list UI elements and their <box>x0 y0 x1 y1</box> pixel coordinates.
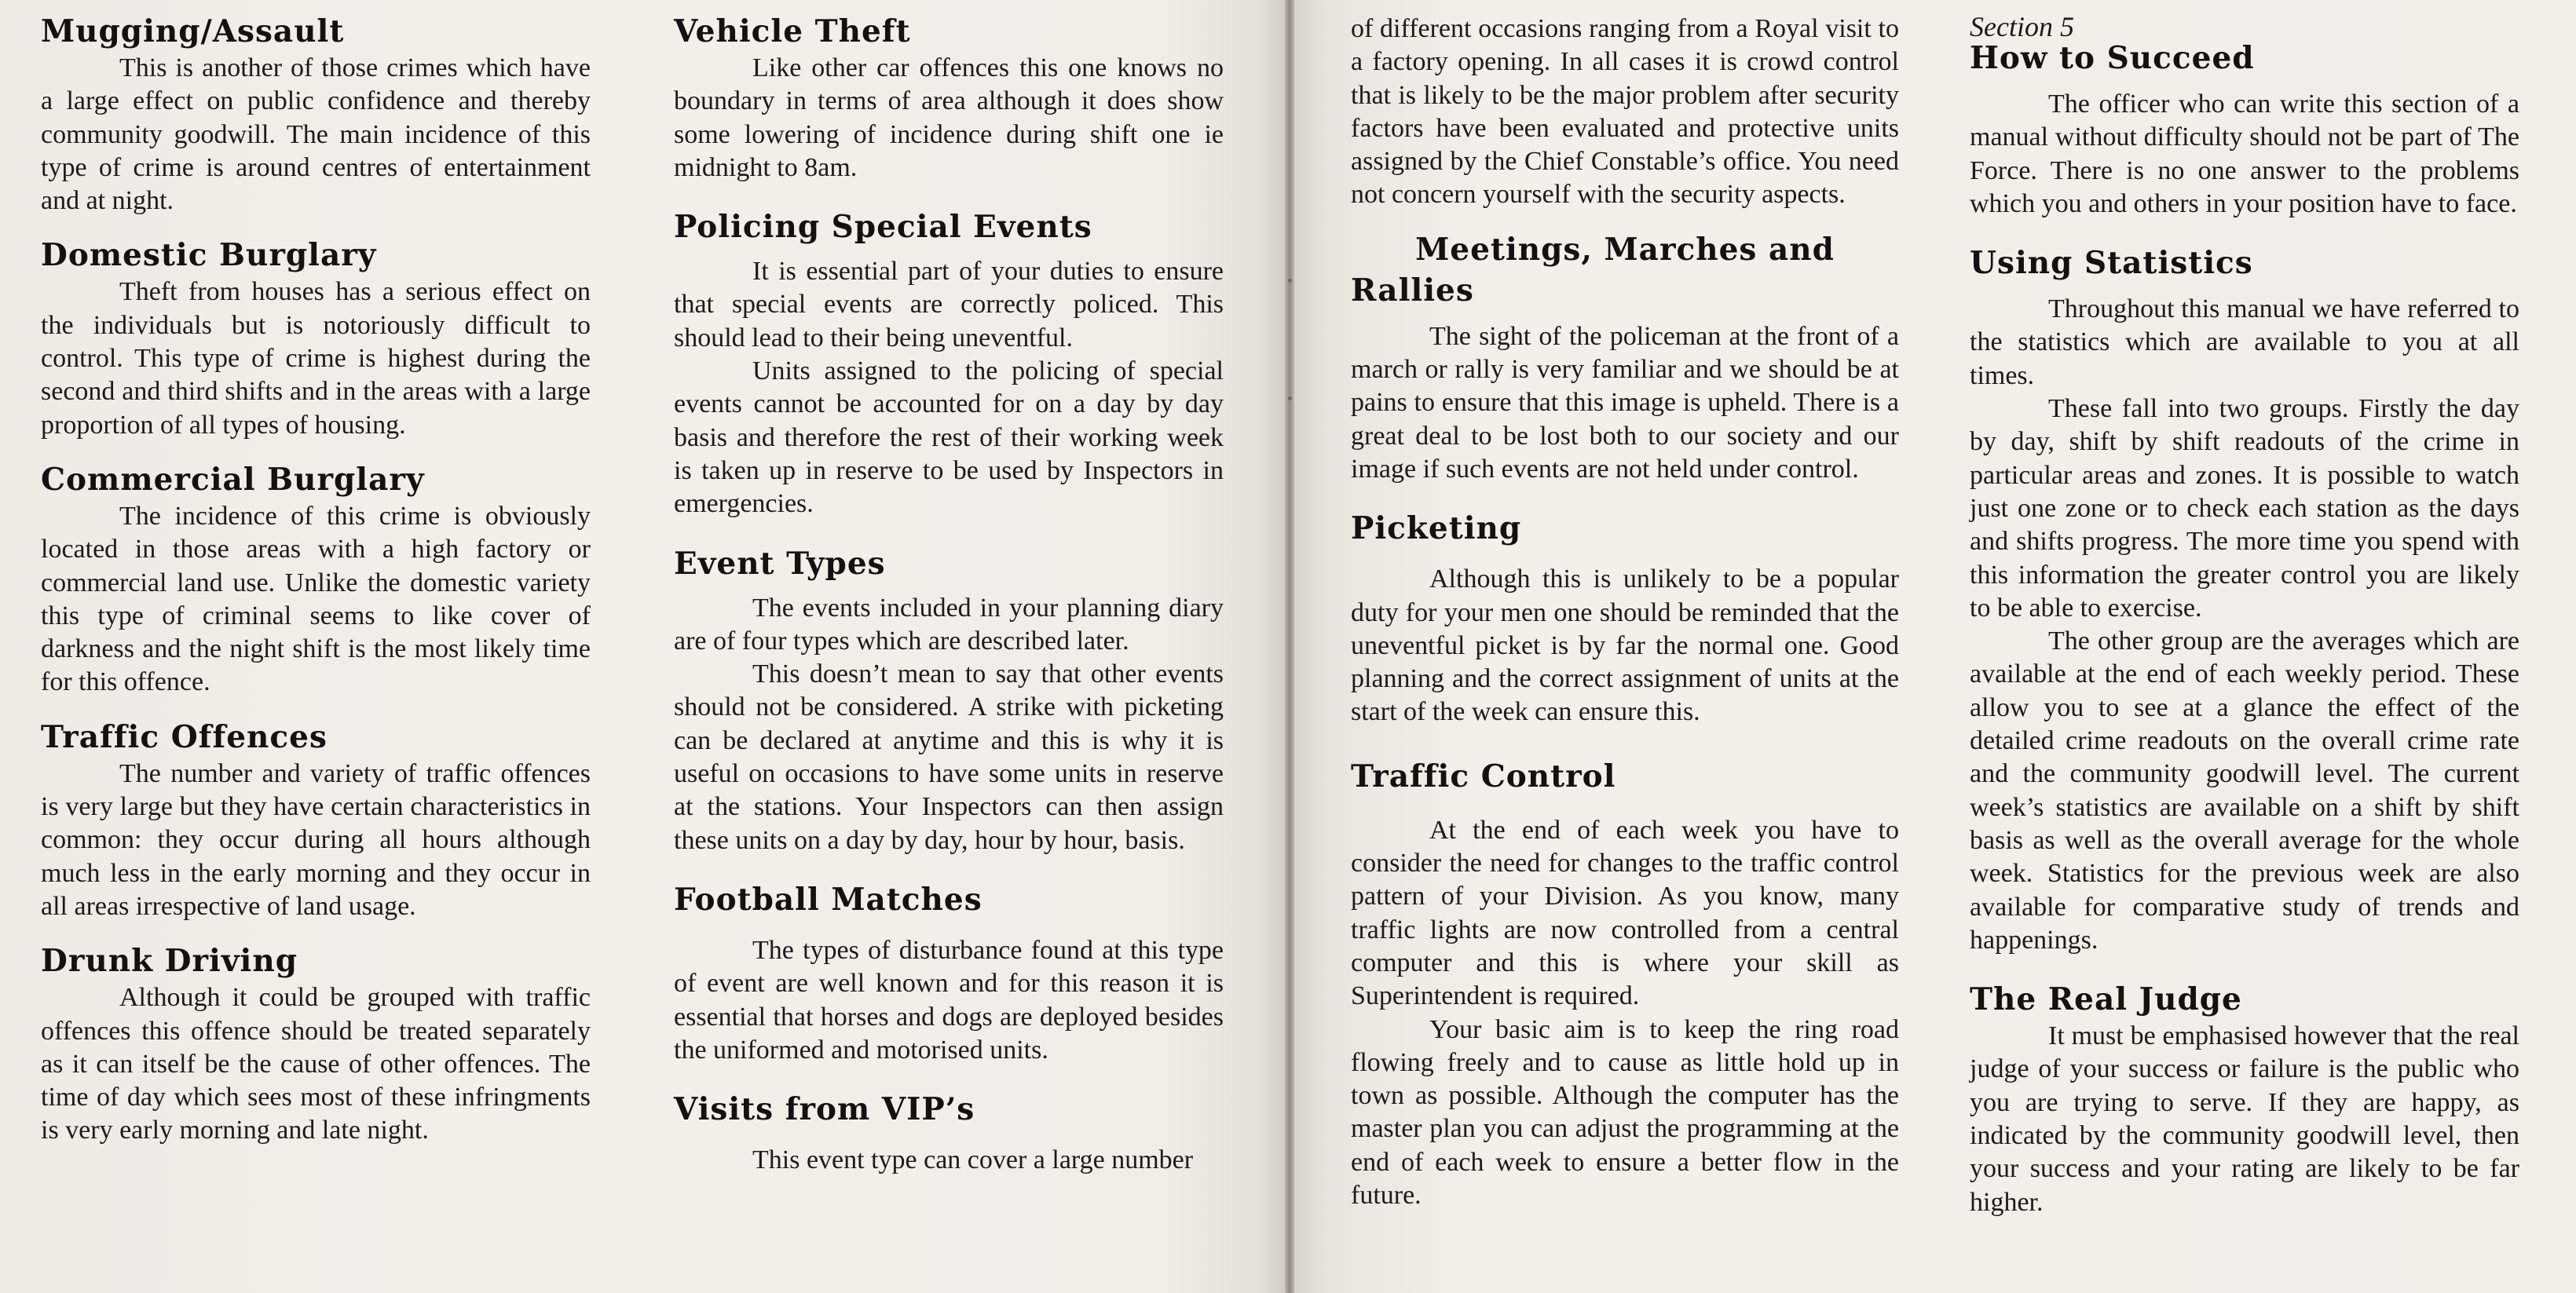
heading-domestic-burglary: Domestic Burglary <box>41 237 377 274</box>
paragraph: The events included in your planning diary are of four types which are described later. <box>674 593 1224 656</box>
heading-the-real-judge: The Real Judge <box>1970 981 2242 1018</box>
paragraph: The types of disturbance found at this type of event are well known and for this reason it is essential that horses and dogs are deployed besides the uniformed and motorised units. <box>674 935 1224 1065</box>
continuation-paragraph: of different occasions ranging from a Royal visit to a factory opening. In all cases it is crowd control that is likely to be the major problem after security factors have been evaluated and protective units assigned by the Chief Constable’s office. You need not concern yourself with the security aspects. <box>1351 14 1899 210</box>
paragraph: Theft from houses has a serious effect on the individuals but is notoriously difficult to control. This type of crime is highest during the second and third shifts and in the areas with a large proportion of all types of housing. <box>41 277 591 440</box>
paragraph: The incidence of this crime is obviously located in those areas with a high factory or commercial land use. Unlike the domestic variety this type of criminal seems to like cover of darkness and the night shift is the most likely time for this offence. <box>41 501 591 697</box>
paragraph: Like other car offences this one knows no boundary in terms of area although it does show some lowering of incidence during shift one ie midnight to 8am. <box>674 53 1224 182</box>
column-2 <box>674 11 1224 1177</box>
paragraph: Although it could be grouped with traffic offences this offence should be treated separately as it can itself be the cause of other offences. The time of day which sees most of these infringments is very early morning and late night. <box>41 983 591 1145</box>
heading-football-matches: Football Matches <box>674 881 982 918</box>
column-3 <box>1351 13 1899 1212</box>
heading-policing-special-events: Policing Special Events <box>674 209 1092 246</box>
heading-drunk-driving: Drunk Driving <box>41 943 298 980</box>
heading-event-types: Event Types <box>674 545 886 582</box>
paragraph: It is essential part of your duties to ensure that special events are correctly policed. This should lead to their being uneventful. <box>674 257 1224 352</box>
heading-how-to-succeed: How to Succeed <box>1970 40 2255 76</box>
column-1 <box>41 11 591 1148</box>
heading-commercial-burglary: Commercial Burglary <box>41 461 425 498</box>
page-mark <box>1288 279 1292 283</box>
paragraph: The officer who can write this section of a manual without difficulty should not be part of The Force. There is no one answer to the problems which you and others in your position have to face. <box>1970 89 2519 218</box>
heading-meetings-marches-rallies: Meetings, Marches and Rallies <box>1351 231 1835 309</box>
heading-mugging-assault: Mugging/Assault <box>41 13 345 49</box>
paragraph: It must be emphasised however that the real judge of your success or failure is the public who you are trying to serve. If they are happy, as indicated by the community goodwill level, then your success and your rating are likely to be far higher. <box>1970 1021 2519 1217</box>
paragraph: At the end of each week you have to consider the need for changes to the traffic control pattern of your Division. As you know, many traffic lights are now controlled from a central computer and this is where your skill as Superintendent is required. <box>1351 815 1899 1011</box>
book-gutter <box>1285 0 1294 1293</box>
paragraph: Although this is unlikely to be a popular duty for your men one should be reminded that the uneventful picket is by far the normal one. Good planning and the correct assignment of units at the start of the week can ensure this. <box>1351 564 1899 727</box>
paragraph: Units assigned to the policing of special events cannot be accounted for on a day by day basis and therefore the rest of their working week is taken up in reserve to be used by Inspectors in emergencies. <box>674 356 1224 519</box>
heading-using-statistics: Using Statistics <box>1970 245 2253 282</box>
heading-visits-from-vips: Visits from VIP’s <box>674 1091 975 1128</box>
paragraph: This is another of those crimes which have a large effect on public confidence and thereby community goodwill. The main incidence of this type of crime is around centres of entertainment and at night. <box>41 53 591 216</box>
paragraph: This doesn’t mean to say that other events should not be considered. A strike with picketing can be declared at anytime and this is why it is useful on occasions to have some units in reserve at the stations. Your Inspectors can then assign these units on a day by day, hour by hour, basis. <box>674 659 1224 855</box>
paragraph: This event type can cover a large number <box>752 1145 1194 1175</box>
heading-picketing: Picketing <box>1351 510 1522 547</box>
column-4 <box>1970 13 2519 1219</box>
paragraph: The number and variety of traffic offences is very large but they have certain characteristics in common: they occur during all hours although much less in the early morning and they occur in all areas irrespective of land usage. <box>41 758 591 921</box>
paragraph: These fall into two groups. Firstly the day by day, shift by shift readouts of the crime in particular areas and zones. It is possible to watch just one zone or to check each station as the days and shifts progress. The more time you spend with this information the greater control you are likely to be able to exercise. <box>1970 394 2519 623</box>
paragraph: Throughout this manual we have referred to the statistics which are available to you at all times. <box>1970 294 2519 390</box>
heading-traffic-control: Traffic Control <box>1351 758 1616 794</box>
heading-traffic-offences: Traffic Offences <box>41 718 327 755</box>
heading-vehicle-theft: Vehicle Theft <box>674 13 911 49</box>
paragraph: The sight of the policeman at the front of a march or rally is very familiar and we should be at pains to ensure that this image is upheld. There is a great deal to be lost both to our society and our image if such events are not held under control. <box>1351 321 1899 484</box>
page-mark <box>1288 396 1292 400</box>
paragraph: Your basic aim is to keep the ring road flowing freely and to cause as little hold up in town as possible. Although the computer has the master plan you can adjust the programming at the end of each week to ensure a better flow in the future. <box>1351 1014 1899 1211</box>
section-label: Section 5 <box>1970 11 2074 42</box>
paragraph: The other group are the averages which are available at the end of each weekly period. These allow you to see at a glance the effect of the detailed crime readouts on the overall crime rate and the community goodwill level. The current week’s statistics are available on a shift by shift basis as well as the overall average for the whole week. Statistics for the previous week are also available for comparative study of trends and happenings. <box>1970 626 2519 955</box>
